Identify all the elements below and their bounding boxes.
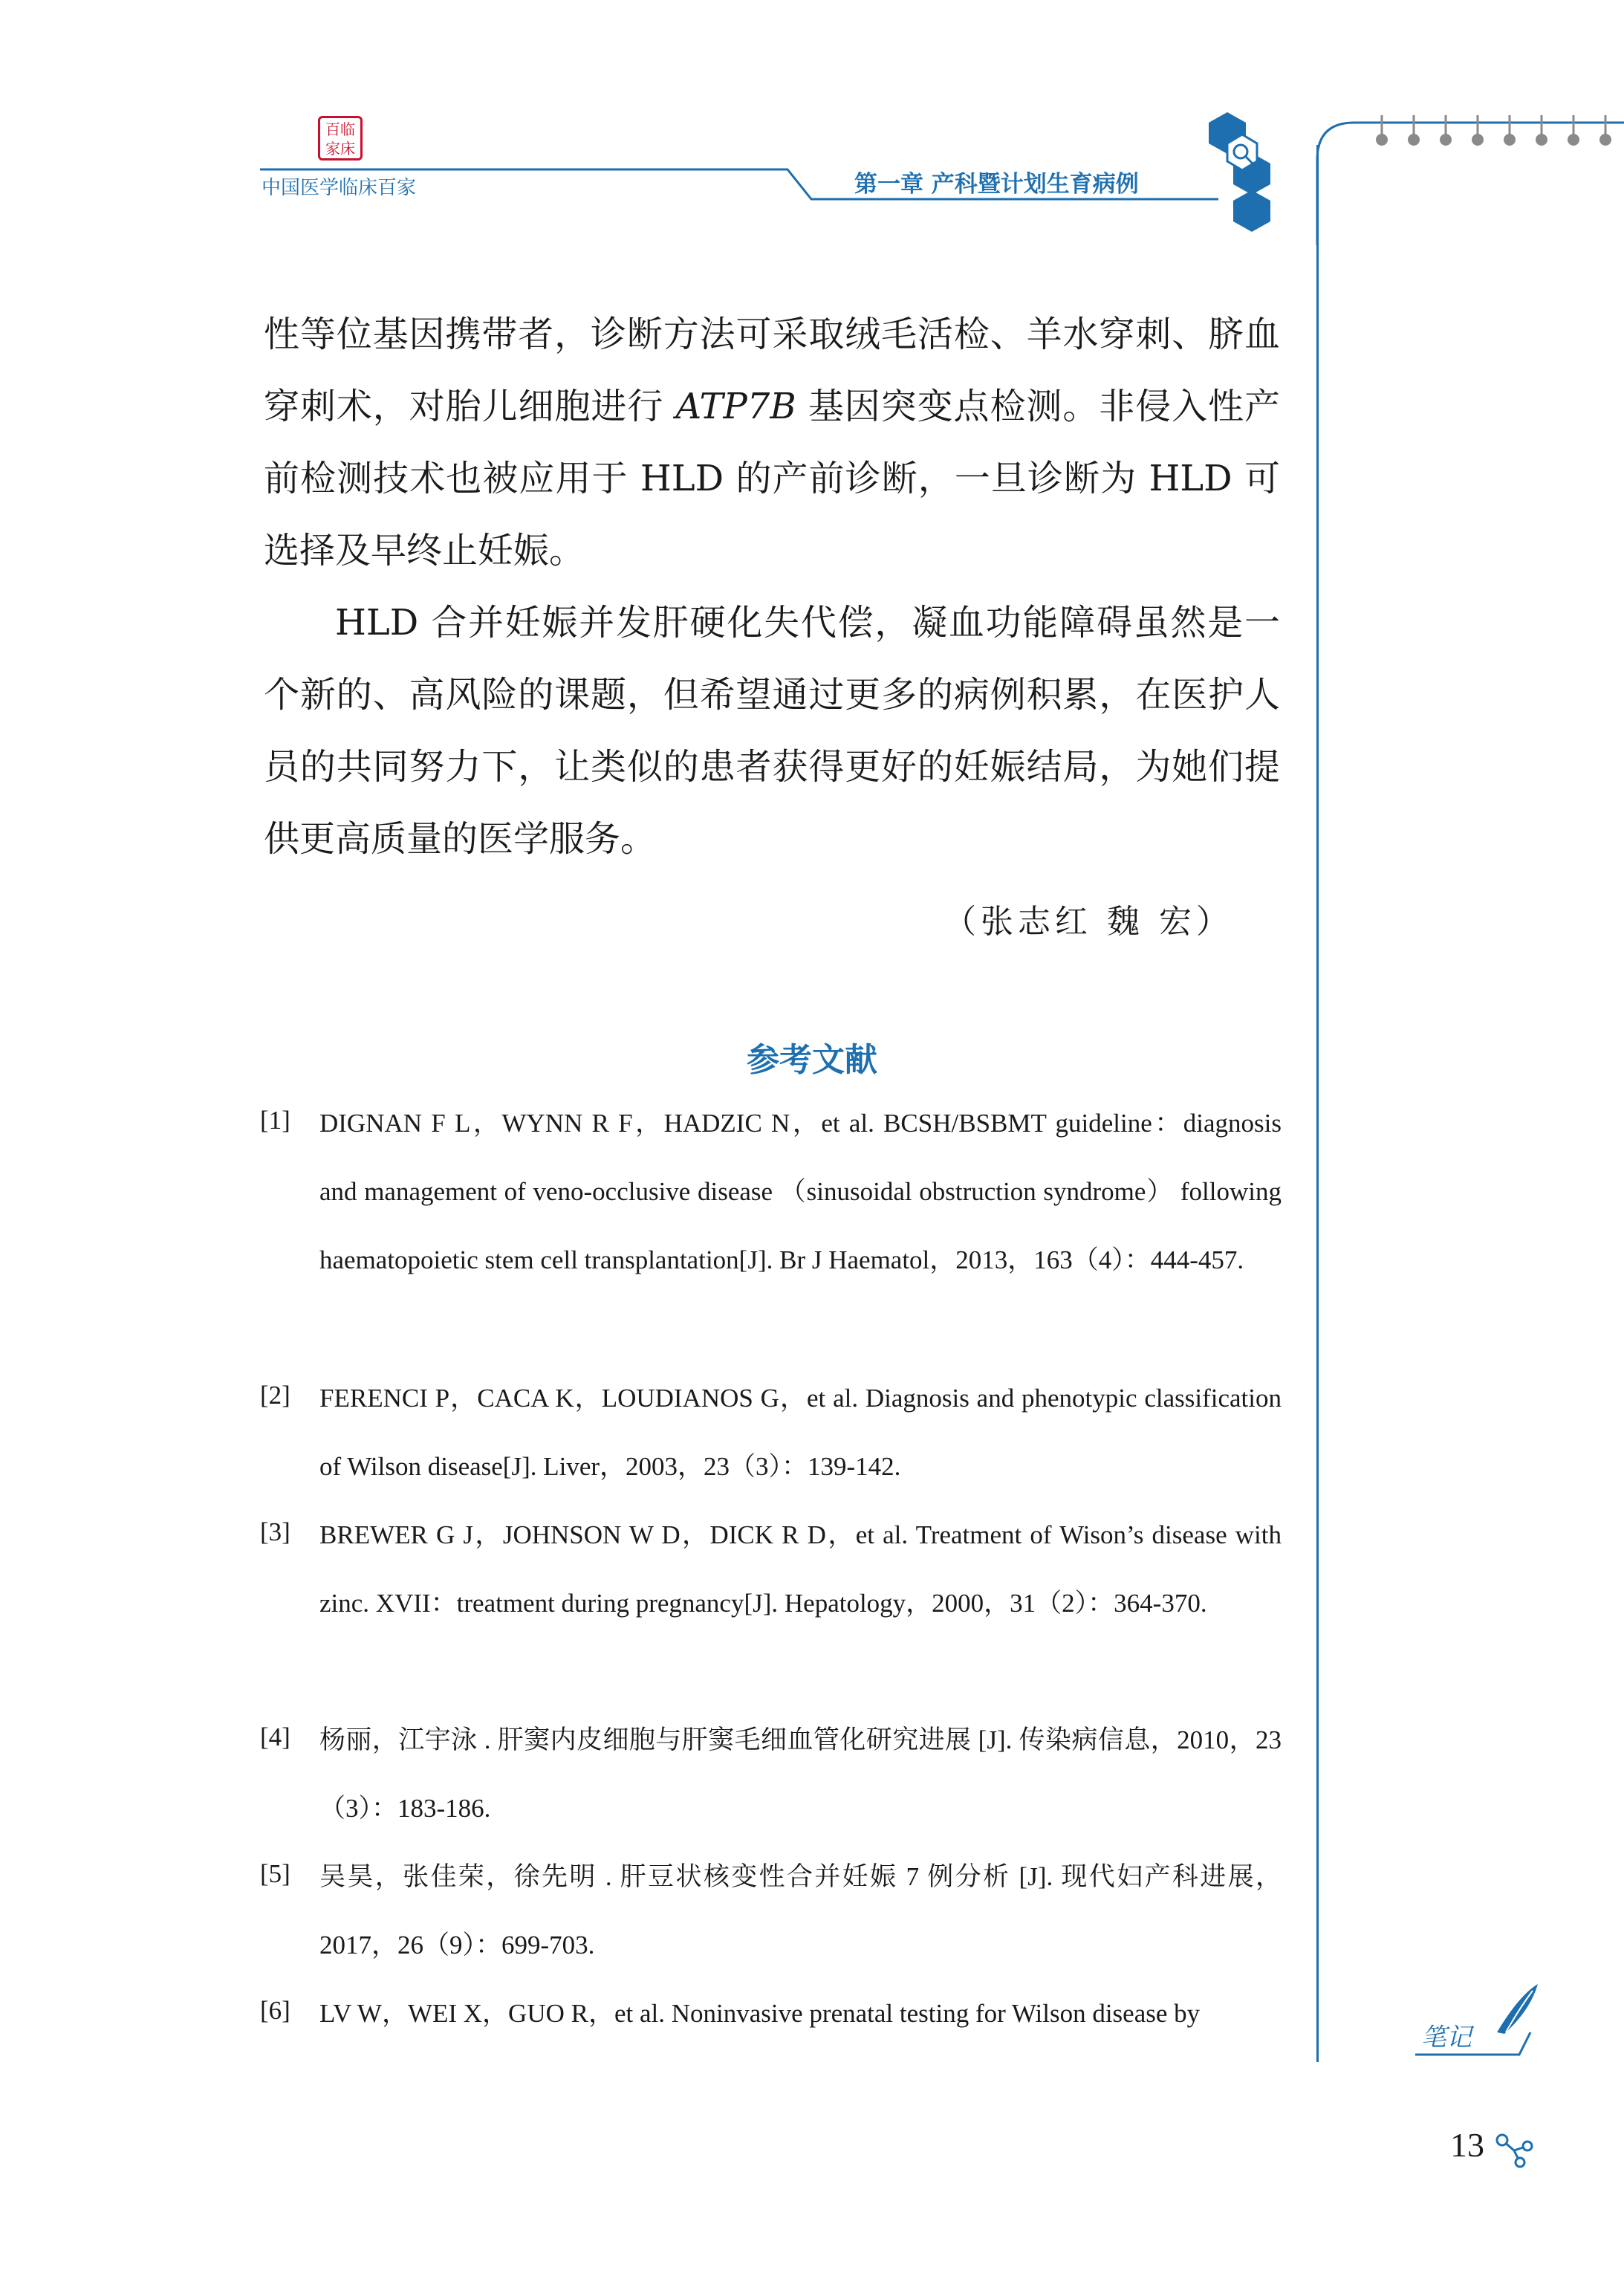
reference-item: LV W，WEI X，GUO R，et al. Noninvasive prenatal testing for Wilson disease by (319, 1999, 1201, 2028)
notes-quill-icon (1408, 1980, 1542, 2062)
reference-item: 吴昊，张佳荣，徐先明 . 肝豆状核变性合并妊娠 7 例分析 [J]. 现代妇产科进展，2017，26（9）：699-703. (319, 1862, 1282, 1960)
reference-number: [5] (260, 1859, 290, 1888)
gene-name: ATP7B (675, 386, 796, 427)
reference-item: FERENCI P，CACA K，LOUDIANOS G，et al. Diagnosis and phenotypic classification of Wilson disease[J]. Liver，2003，23（3）：139-142. (319, 1384, 1282, 1481)
references-heading: 参考文献 (747, 1041, 877, 1079)
notes-margin-line (1316, 145, 1319, 2062)
reference-item: DIGNAN F L，WYNN R F，HADZIC N，et al. BCSH/BSBMT guideline：diagnosis and management of veno-occlusive disease （sinusoidal obstruction syndrome） following haematopoietic stem cell transplantation[J]. Br J Haematol，2013，163（4）：444-457. (319, 1109, 1282, 1274)
body-paragraph-1: 性等位基因携带者，诊断方法可采取绒毛活检、羊水穿刺、脐血穿刺术，对胎儿细胞进行 ATP7B 基因突变点检测。非侵入性产前检测技术也被应用于 HLD 的产前诊断，一旦诊断为 HLD 可选择及早终止妊娠。 (264, 314, 1280, 571)
reference-item: 杨丽，江宇泳 . 肝窦内皮细胞与肝窦毛细血管化研究进展 [J]. 传染病信息，2010，23（3）：183-186. (319, 1725, 1282, 1823)
reference-number: [2] (260, 1381, 290, 1410)
body-paragraph-2: HLD 合并妊娠并发肝硬化失代偿，凝血功能障碍虽然是一个新的、高风险的课题，但希望通过更多的病例积累，在医护人员的共同努力下，让类似的患者获得更好的妊娠结局，为她们提供更高质量的医学服务。 (264, 602, 1280, 860)
notes-label: 笔记 (1421, 2023, 1472, 2052)
molecule-icon (1493, 2131, 1538, 2168)
reference-number: [4] (260, 1722, 290, 1751)
reference-number: [3] (260, 1517, 290, 1546)
author-signature: （张志红 魏 宏） (943, 903, 1233, 941)
page-number: 13 (1450, 2126, 1484, 2164)
reference-number: [1] (260, 1106, 290, 1135)
header-decoration (0, 0, 1624, 245)
publisher-logo: 百临家床 (318, 116, 363, 161)
series-name: 中国医学临床百家 (262, 177, 417, 199)
reference-number: [6] (260, 1996, 290, 2025)
chapter-title: 第一章 产科暨计划生育病例 (854, 171, 1139, 198)
reference-item: BREWER G J，JOHNSON W D，DICK R D，et al. Treatment of Wison’s disease with zinc. XVII：treatment during pregnancy[J]. Hepatology，2000，31（2）：364-370. (319, 1520, 1282, 1618)
